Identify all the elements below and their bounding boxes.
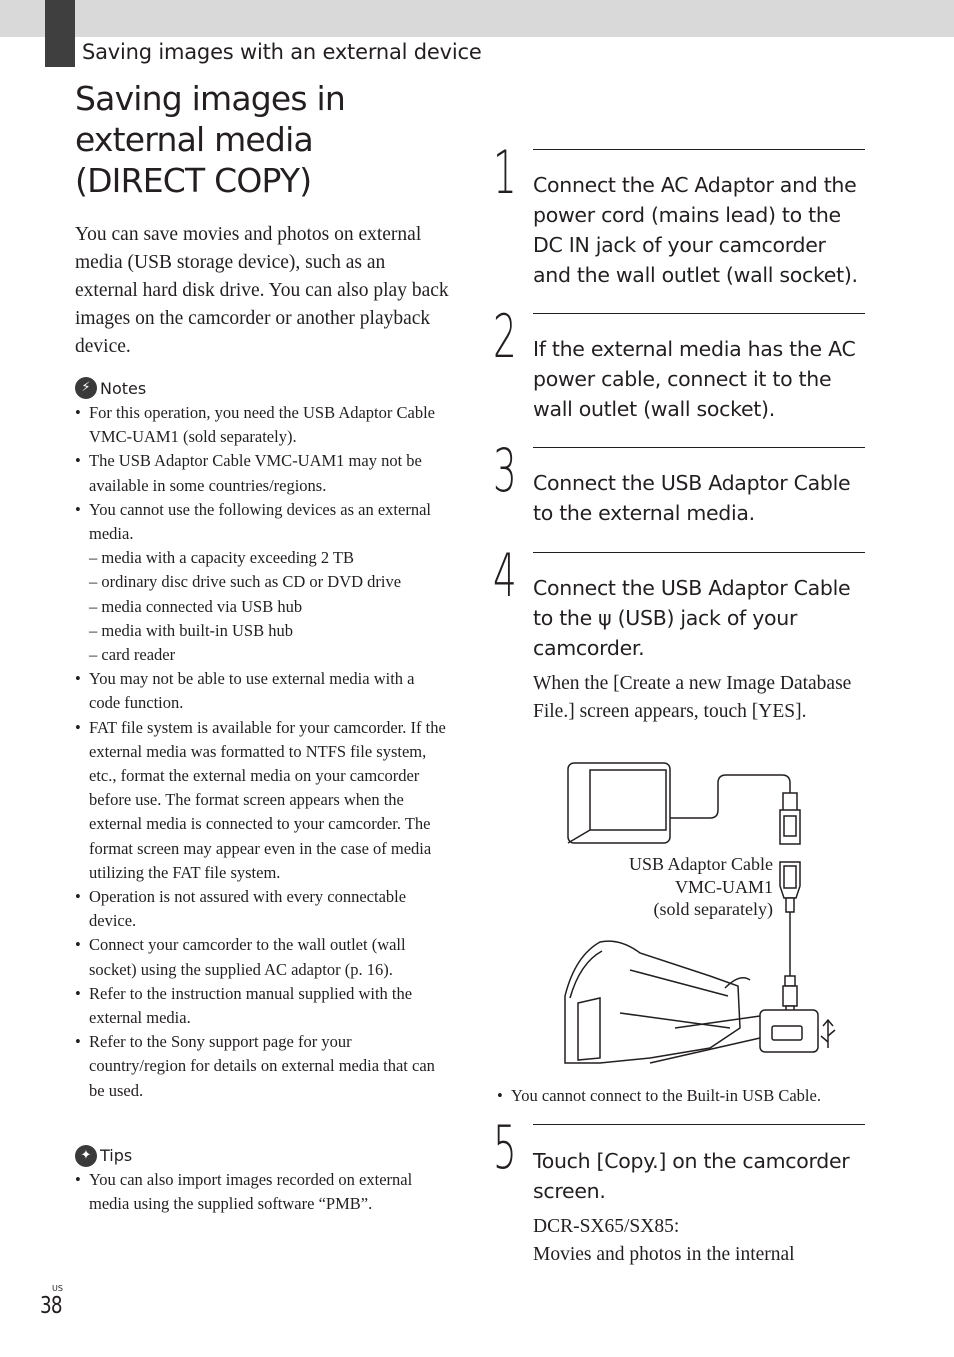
step-body: When the [Create a new Image Database File.] screen appears, touch [YES].: [533, 673, 852, 722]
tips-heading: Tips: [100, 1146, 133, 1165]
header-bar: [0, 0, 954, 37]
list-item: • You cannot use the following devices as an external media.: [75, 498, 447, 546]
figure-caption: [590, 853, 773, 921]
step-text-part: (USB) jack of your camcorder.: [533, 606, 798, 660]
step-number: 5: [493, 1113, 517, 1183]
list-sub-item: – media with a capacity exceeding 2 TB: [89, 548, 354, 568]
list-sub-item: – media with built-in USB hub: [89, 620, 293, 640]
list-sub-item: – media connected via USB hub: [89, 596, 303, 616]
step-divider: [533, 149, 865, 150]
header-tab-marker: [45, 0, 75, 67]
step-number: 3: [493, 436, 517, 506]
list-sub-item: – card reader: [89, 645, 176, 665]
section-title: Saving images with an external device: [82, 40, 482, 64]
page-number: 38: [40, 1293, 62, 1319]
list-item: • For this operation, you need the USB Adaptor Cable VMC-UAM1 (sold separately).: [75, 401, 447, 449]
page-title-line: (DIRECT COPY): [75, 161, 312, 200]
step-number: 4: [493, 541, 517, 611]
caption-line: USB Adaptor Cable: [629, 854, 773, 874]
step-number: 1: [493, 138, 517, 208]
list-item: • FAT file system is available for your camcorder. If the external media was formatted to NTFS file system, etc., format the external media on your camcorder before use. The format screen appears when the external media is connected to your camcorder. The format screen may appear even in the case of media utilizing the FAT file system.: [75, 716, 447, 885]
page-title-line: external media: [75, 120, 313, 159]
list-item: • You can also import images recorded on external media using the supplied software “PMB”.: [75, 1168, 447, 1216]
step-body-line: DCR-SX65/SX85:: [533, 1216, 680, 1237]
list-item: • You may not be able to use external media with a code function.: [75, 667, 447, 715]
step-body: [533, 1213, 853, 1269]
page-title: [75, 78, 475, 201]
list-item: • Connect your camcorder to the wall outlet (wall socket) using the supplied AC adaptor (p. 16).: [75, 933, 447, 981]
notes-icon: ⚡: [75, 377, 97, 399]
notes-list: [75, 401, 447, 1103]
region-label: US: [52, 1284, 63, 1293]
tips-icon: ✦: [75, 1145, 97, 1167]
list-item: • The USB Adaptor Cable VMC-UAM1 may not be available in some countries/regions.: [75, 449, 447, 497]
list-sub-item: – ordinary disc drive such as CD or DVD drive: [89, 572, 402, 592]
step-divider: [533, 313, 865, 314]
step-text: Touch [Copy.] on the camcorder screen.: [533, 1149, 850, 1203]
step-divider: [533, 1124, 865, 1125]
list-item: • Operation is not assured with every connectable device.: [75, 885, 447, 933]
usb-icon: ψ: [598, 606, 612, 630]
notes-heading: Notes: [100, 379, 147, 398]
step-divider: [533, 447, 865, 448]
step-text-part: Connect the USB Adaptor Cable to the: [533, 576, 851, 630]
caption-line: VMC-UAM1: [674, 876, 773, 897]
step-text: Connect the USB Adaptor Cable to the external media.: [533, 471, 851, 525]
caption-line: (sold separately): [653, 899, 773, 919]
step-text: [533, 573, 868, 663]
list-item: • Refer to the instruction manual supplied with the external media.: [75, 982, 447, 1030]
step-note-list: [497, 1084, 877, 1108]
list-item: • You cannot connect to the Built-in USB Cable.: [497, 1084, 877, 1108]
step-divider: [533, 552, 865, 553]
step-text: Connect the AC Adaptor and the power cord (mains lead) to the DC IN jack of your camcorder and the wall outlet (wall socket).: [533, 173, 858, 287]
tips-list: [75, 1168, 447, 1216]
step-text: If the external media has the AC power cable, connect it to the wall outlet (wall socket).: [533, 337, 856, 421]
step-body-line: Movies and photos in the internal: [533, 1244, 795, 1265]
page-title-line: Saving images in: [75, 79, 345, 118]
intro-paragraph: You can save movies and photos on external media (USB storage device), such as an external hard disk drive. You can also play back images on the camcorder or another playback device.: [75, 224, 449, 357]
list-item: • Refer to the Sony support page for your country/region for details on external media that can be used.: [75, 1030, 447, 1103]
step-number: 2: [493, 302, 517, 372]
